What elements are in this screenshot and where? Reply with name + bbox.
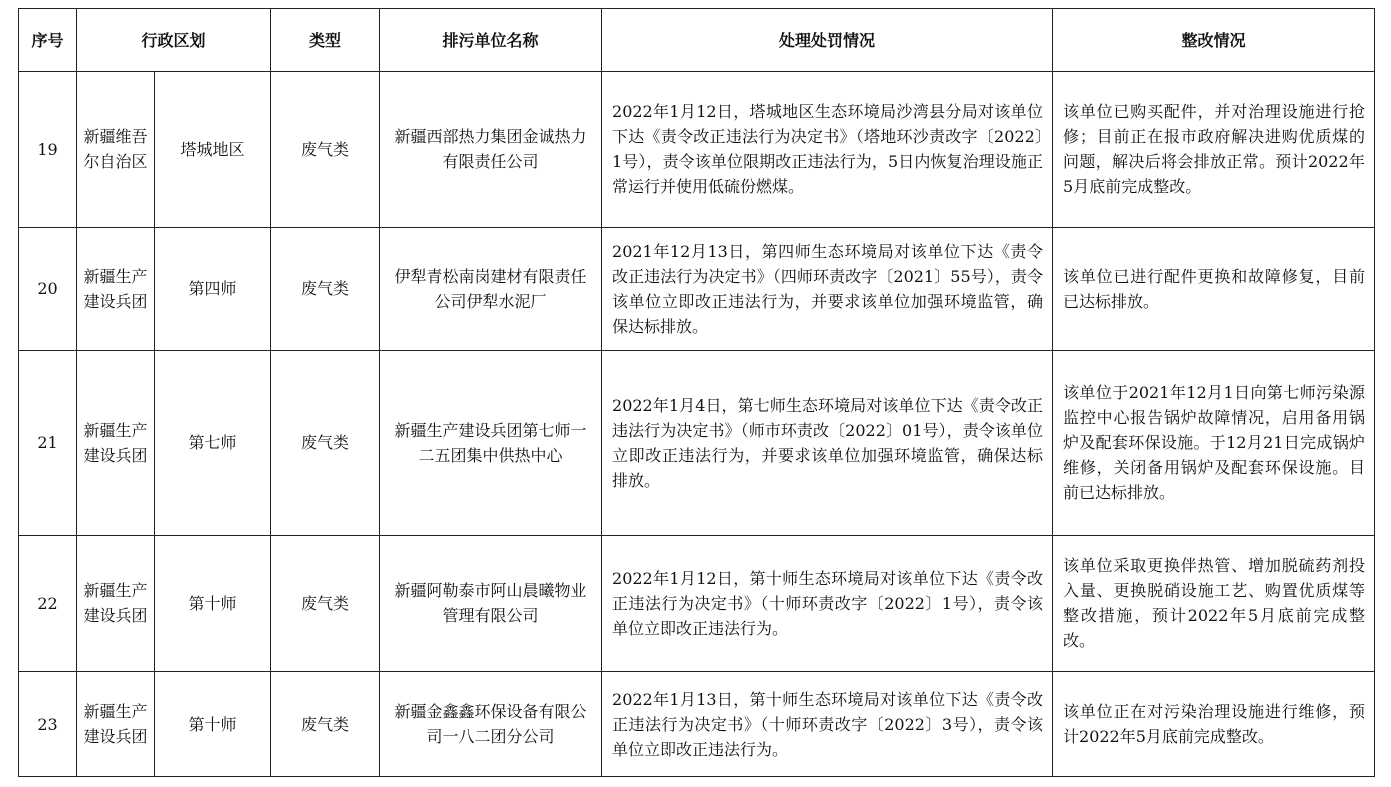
cell-city: 第七师 — [155, 350, 271, 535]
cell-rectify: 该单位于2021年12月1日向第七师污染源监控中心报告锅炉故障情况，启用备用锅炉及配套环保设施。于12月21日完成锅炉维修，关闭备用锅炉及配套环保设施。目前已达标排放。 — [1053, 350, 1375, 535]
cell-penalty: 2022年1月12日，第十师生态环境局对该单位下达《责令改正违法行为决定书》（十师环责改字〔2022〕1号），责令该单位立即改正违法行为。 — [602, 535, 1053, 672]
cell-unit-name: 新疆金鑫鑫环保设备有限公司一八二团分公司 — [380, 672, 602, 777]
cell-city: 塔城地区 — [155, 72, 271, 228]
cell-penalty: 2021年12月13日，第四师生态环境局对该单位下达《责令改正违法行为决定书》（四师环责改字〔2021〕55号），责令该单位立即改正违法行为，并要求该单位加强环境监管，确保达标排放。 — [602, 227, 1053, 350]
cell-penalty: 2022年1月12日，塔城地区生态环境局沙湾县分局对该单位下达《责令改正违法行为决定书》（塔地环沙责改字〔2022〕1号），责令该单位限期改正违法行为，5日内恢复治理设施正常运行并使用低硫份燃煤。 — [602, 72, 1053, 228]
cell-province: 新疆维吾尔自治区 — [77, 72, 155, 228]
penalty-table — [18, 8, 1375, 777]
cell-penalty: 2022年1月4日，第七师生态环境局对该单位下达《责令改正违法行为决定书》（师市环责改〔2022〕01号），责令该单位立即改正违法行为，并要求该单位加强环境监管，确保达标排放。 — [602, 350, 1053, 535]
table-row — [19, 72, 1375, 228]
table-row — [19, 535, 1375, 672]
cell-seq: 23 — [19, 672, 77, 777]
cell-city: 第四师 — [155, 227, 271, 350]
cell-rectify: 该单位采取更换伴热管、增加脱硫药剂投入量、更换脱硝设施工艺、购置优质煤等整改措施，预计2022年5月底前完成整改。 — [1053, 535, 1375, 672]
table-row — [19, 672, 1375, 777]
cell-rectify: 该单位已进行配件更换和故障修复，目前已达标排放。 — [1053, 227, 1375, 350]
cell-seq: 19 — [19, 72, 77, 228]
header-rectify: 整改情况 — [1053, 9, 1375, 72]
cell-type: 废气类 — [271, 672, 380, 777]
cell-type: 废气类 — [271, 350, 380, 535]
cell-province: 新疆生产建设兵团 — [77, 227, 155, 350]
cell-type: 废气类 — [271, 72, 380, 228]
header-penalty: 处理处罚情况 — [602, 9, 1053, 72]
cell-city: 第十师 — [155, 535, 271, 672]
cell-unit-name: 伊犁青松南岗建材有限责任公司伊犁水泥厂 — [380, 227, 602, 350]
header-row — [19, 9, 1375, 72]
cell-seq: 20 — [19, 227, 77, 350]
cell-rectify: 该单位已购买配件，并对治理设施进行抢修；目前正在报市政府解决进购优质煤的问题，解决后将会排放正常。预计2022年5月底前完成整改。 — [1053, 72, 1375, 228]
cell-type: 废气类 — [271, 535, 380, 672]
header-seq: 序号 — [19, 9, 77, 72]
cell-unit-name: 新疆生产建设兵团第七师一二五团集中供热中心 — [380, 350, 602, 535]
cell-rectify: 该单位正在对污染治理设施进行维修，预计2022年5月底前完成整改。 — [1053, 672, 1375, 777]
cell-penalty: 2022年1月13日，第十师生态环境局对该单位下达《责令改正违法行为决定书》（十师环责改字〔2022〕3号），责令该单位立即改正违法行为。 — [602, 672, 1053, 777]
cell-type: 废气类 — [271, 227, 380, 350]
header-unit: 排污单位名称 — [380, 9, 602, 72]
table-row — [19, 350, 1375, 535]
table-row — [19, 227, 1375, 350]
cell-province: 新疆生产建设兵团 — [77, 672, 155, 777]
cell-seq: 22 — [19, 535, 77, 672]
cell-city: 第十师 — [155, 672, 271, 777]
cell-unit-name: 新疆西部热力集团金诚热力有限责任公司 — [380, 72, 602, 228]
header-region: 行政区划 — [77, 9, 271, 72]
cell-seq: 21 — [19, 350, 77, 535]
cell-province: 新疆生产建设兵团 — [77, 350, 155, 535]
header-type: 类型 — [271, 9, 380, 72]
cell-unit-name: 新疆阿勒泰市阿山晨曦物业管理有限公司 — [380, 535, 602, 672]
cell-province: 新疆生产建设兵团 — [77, 535, 155, 672]
